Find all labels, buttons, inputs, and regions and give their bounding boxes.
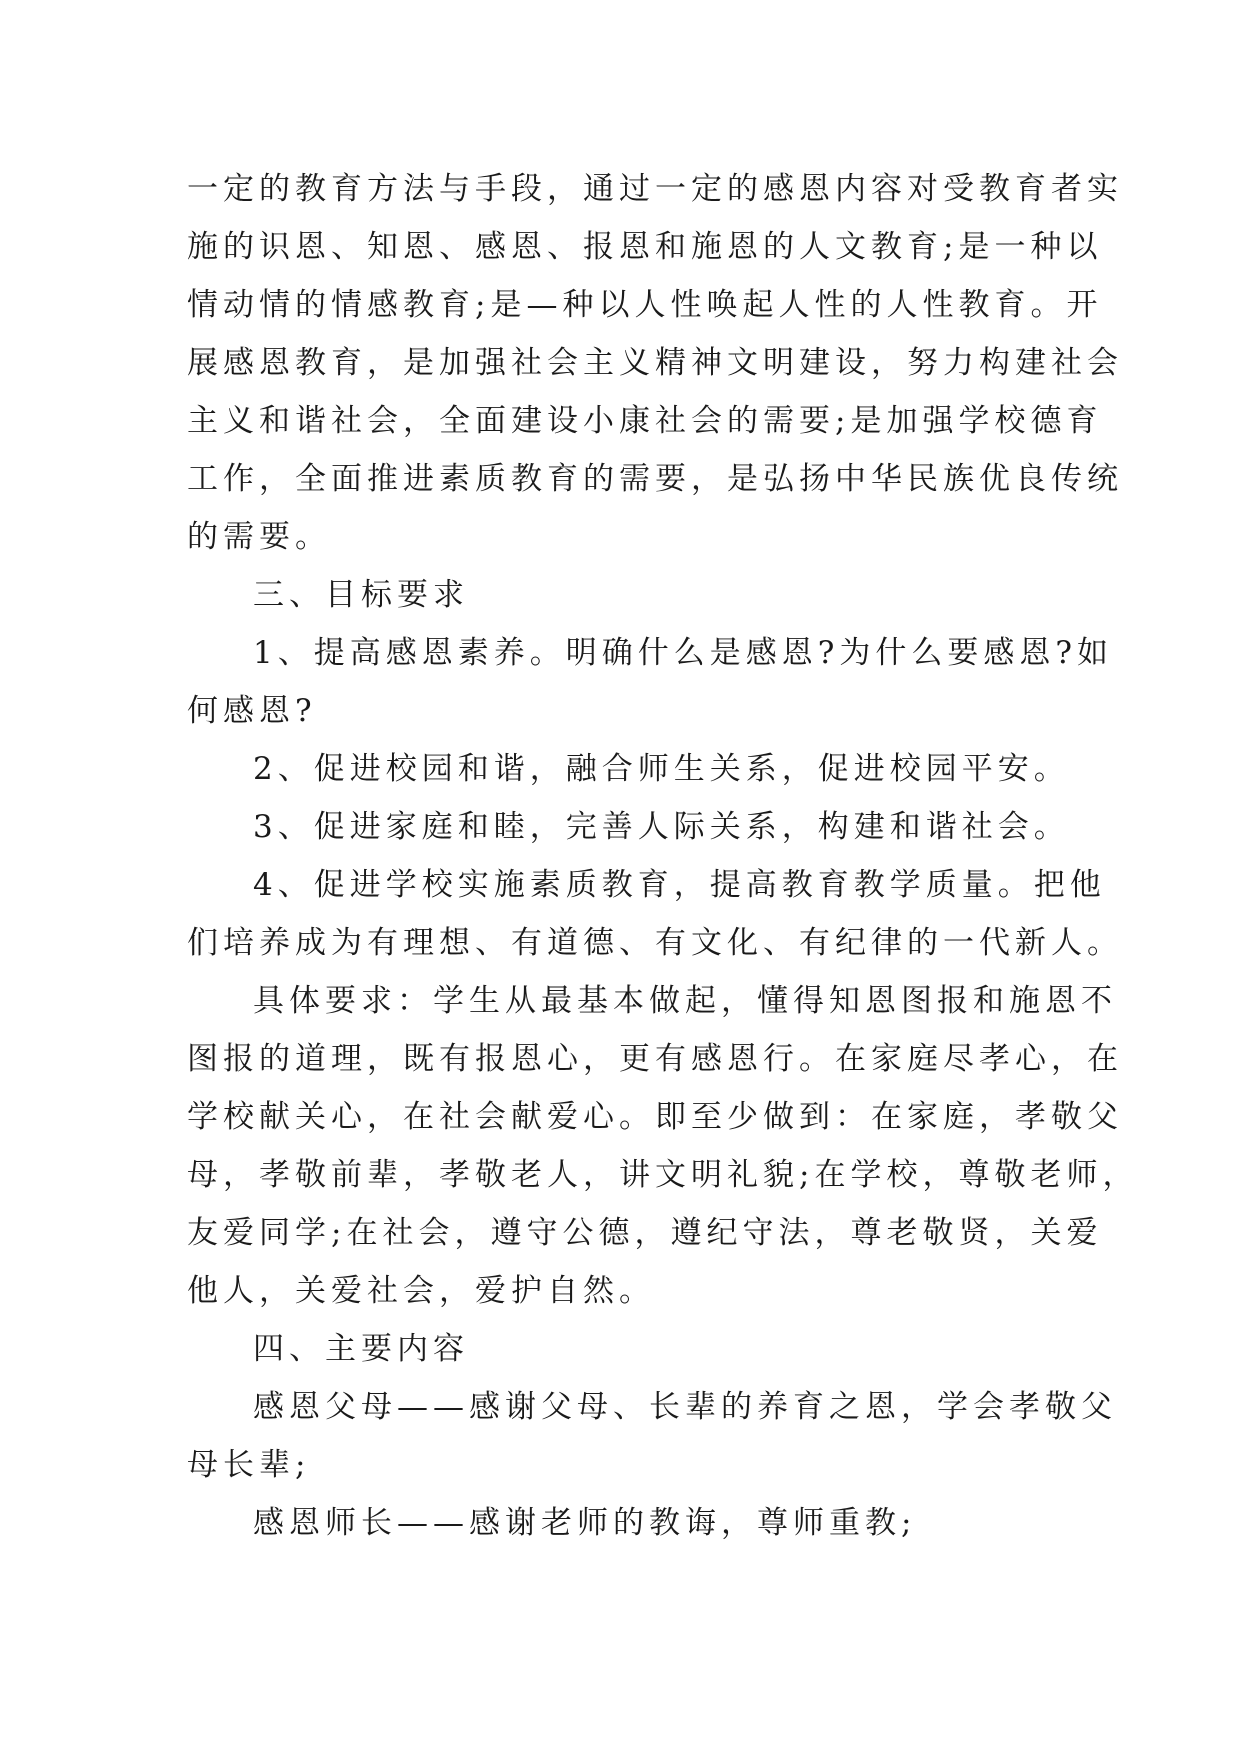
body-text-line: 情动情的情感教育;是—种以人性唤起人性的人性教育。开 bbox=[187, 287, 1103, 323]
body-text-line: 他人，关爱社会，爱护自然。 bbox=[187, 1273, 655, 1309]
body-text-line: 何感恩? bbox=[187, 693, 317, 729]
body-text-line: 展感恩教育，是加强社会主义精神文明建设，努力构建社会 bbox=[187, 345, 1123, 381]
body-text-line: 们培养成为有理想、有道德、有文化、有纪律的一代新人。 bbox=[187, 925, 1123, 961]
body-text-line: 感恩师长——感谢老师的教诲，尊师重教; bbox=[253, 1505, 917, 1541]
body-text-line: 学校献关心，在社会献爱心。即至少做到：在家庭，孝敬父 bbox=[187, 1099, 1123, 1135]
body-text-line: 母，孝敬前辈，孝敬老人，讲文明礼貌;在学校，尊敬老师， bbox=[187, 1157, 1139, 1193]
body-text-line: 工作，全面推进素质教育的需要，是弘扬中华民族优良传统 bbox=[187, 461, 1123, 497]
body-text-line: 感恩父母——感谢父母、长辈的养育之恩，学会孝敬父 bbox=[253, 1389, 1117, 1425]
section-heading: 四、主要内容 bbox=[253, 1331, 469, 1367]
document-body bbox=[187, 160, 1139, 1552]
body-text-line: 一定的教育方法与手段，通过一定的感恩内容对受教育者实 bbox=[187, 171, 1123, 207]
section-heading: 三、目标要求 bbox=[253, 577, 469, 613]
body-text-line: 3、促进家庭和睦，完善人际关系，构建和谐社会。 bbox=[253, 809, 1070, 845]
body-text-line: 1、提高感恩素养。明确什么是感恩?为什么要感恩?如 bbox=[253, 635, 1113, 671]
body-text-line: 母长辈; bbox=[187, 1447, 311, 1483]
body-text-line: 4、促进学校实施素质教育，提高教育教学质量。把他 bbox=[253, 867, 1106, 903]
body-text-line: 友爱同学;在社会，遵守公德，遵纪守法，尊老敬贤，关爱 bbox=[187, 1215, 1103, 1251]
body-text-line: 2、促进校园和谐，融合师生关系，促进校园平安。 bbox=[253, 751, 1070, 787]
body-text-line: 施的识恩、知恩、感恩、报恩和施恩的人文教育;是一种以 bbox=[187, 229, 1103, 265]
body-text-line: 主义和谐社会，全面建设小康社会的需要;是加强学校德育 bbox=[187, 403, 1103, 439]
body-text-line: 图报的道理，既有报恩心，更有感恩行。在家庭尽孝心，在 bbox=[187, 1041, 1123, 1077]
body-text-line: 具体要求：学生从最基本做起，懂得知恩图报和施恩不 bbox=[253, 983, 1117, 1019]
body-text-line: 的需要。 bbox=[187, 519, 331, 555]
